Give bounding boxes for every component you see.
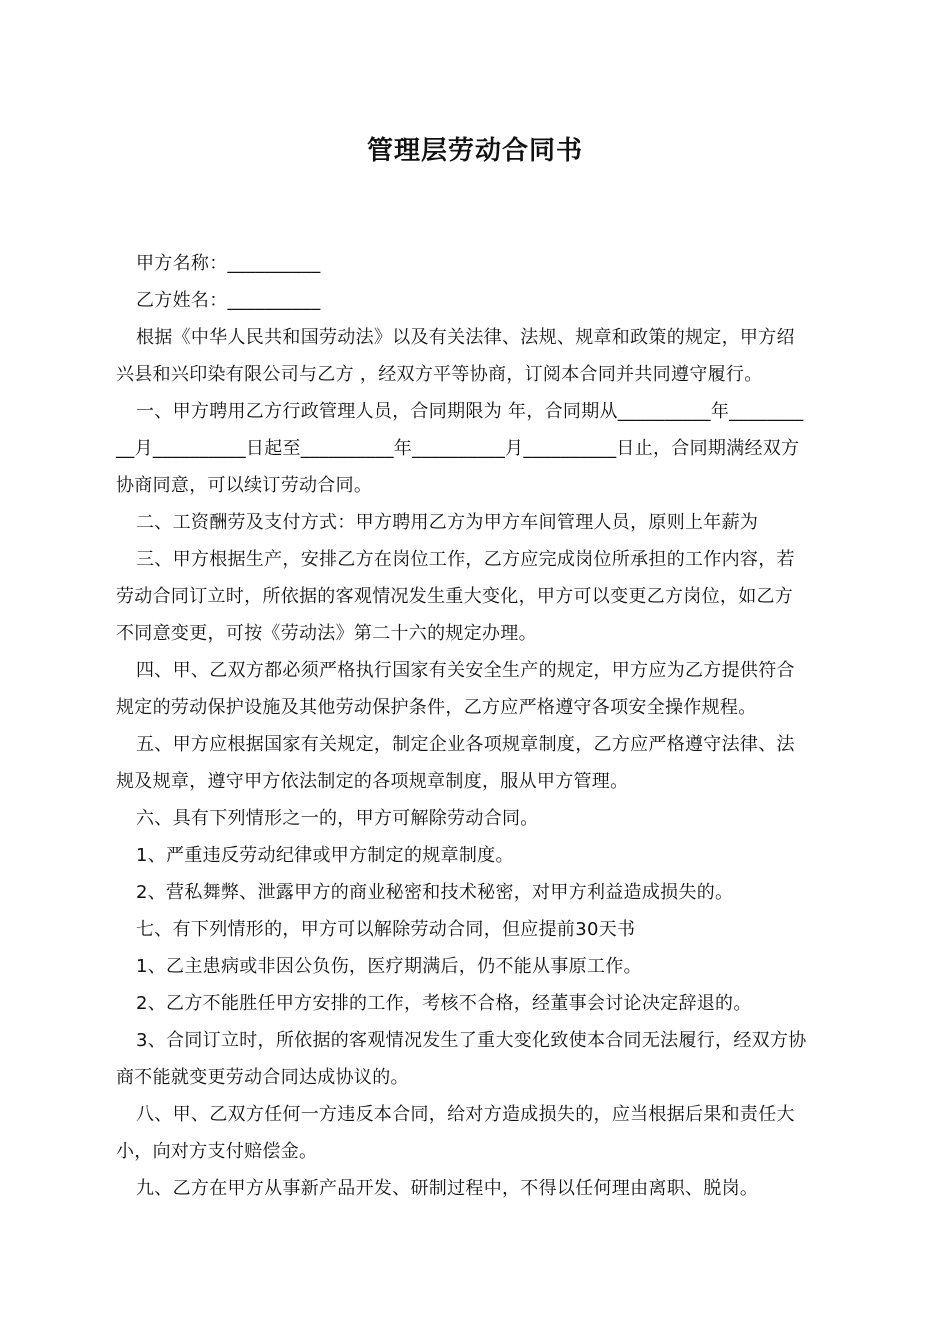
document-body xyxy=(116,245,836,1207)
text-line: 不同意变更，可按《劳动法》第二十六的规定办理。 xyxy=(116,623,537,644)
text-line: 2、乙方不能胜任甲方安排的工作，考核不合格，经董事会讨论决定辞退的。 xyxy=(136,993,752,1014)
text-line: 四、甲、乙双方都必须严格执行国家有关安全生产的规定，甲方应为乙方提供符合 xyxy=(136,660,795,681)
text-line: 1、严重违反劳动纪律或甲方制定的规章制度。 xyxy=(136,845,514,866)
text-line: 1、乙主患病或非因公负伤，医疗期满后，仍不能从事原工作。 xyxy=(136,956,642,977)
text-line: 五、甲方应根据国家有关规定，制定企业各项规章制度，乙方应严格遵守法律、法 xyxy=(136,734,795,755)
text-line: 乙方姓名：__________ xyxy=(136,290,321,311)
text-line: 一、甲方聘用乙方行政管理人员，合同期限为 年，合同期从__________年________ xyxy=(136,401,804,422)
text-line: 协商同意，可以续订劳动合同。 xyxy=(116,475,373,496)
text-line: 规及规章，遵守甲方依法制定的各项规章制度，服从甲方管理。 xyxy=(116,771,629,792)
text-line: 小，向对方支付赔偿金。 xyxy=(116,1141,318,1162)
text-line: 九、乙方在甲方从事新产品开发、研制过程中，不得以任何理由离职、脱岗。 xyxy=(136,1178,759,1199)
text-line: __月__________日起至__________年__________月__________日止，合同期满经双方 xyxy=(116,438,800,459)
text-line: 商不能就变更劳动合同达成协议的。 xyxy=(116,1067,409,1088)
text-line: 劳动合同订立时，所依据的客观情况发生重大变化，甲方可以变更乙方岗位，如乙方 xyxy=(116,586,794,607)
text-line: 三、甲方根据生产，安排乙方在岗位工作，乙方应完成岗位所承担的工作内容，若 xyxy=(136,549,795,570)
document-title: 管理层劳动合同书 xyxy=(366,136,583,166)
text-line: 七、有下列情形的，甲方可以解除劳动合同，但应提前30天书 xyxy=(136,919,636,940)
text-line: 3、合同订立时，所依据的客观情况发生了重大变化致使本合同无法履行，经双方协 xyxy=(136,1030,807,1051)
text-line: 甲方名称：__________ xyxy=(136,253,321,274)
text-line: 二、工资酬劳及支付方式：甲方聘用乙方为甲方车间管理人员，原则上年薪为 xyxy=(136,512,759,533)
text-line: 六、具有下列情形之一的，甲方可解除劳动合同。 xyxy=(136,808,539,829)
text-line: 规定的劳动保护设施及其他劳动保护条件，乙方应严格遵守各项安全操作规程。 xyxy=(116,697,757,718)
text-line: 2、营私舞弊、泄露甲方的商业秘密和技术秘密，对甲方利益造成损失的。 xyxy=(136,882,734,903)
text-line: 兴县和兴印染有限公司与乙方 ，经双方平等协商，订阅本合同并共同遵守履行。 xyxy=(116,364,763,385)
text-line: 八、甲、乙双方任何一方违反本合同，给对方造成损失的，应当根据后果和责任大 xyxy=(136,1104,795,1125)
text-line: 根据《中华人民共和国劳动法》以及有关法律、法规、规章和政策的规定，甲方绍 xyxy=(136,327,795,348)
